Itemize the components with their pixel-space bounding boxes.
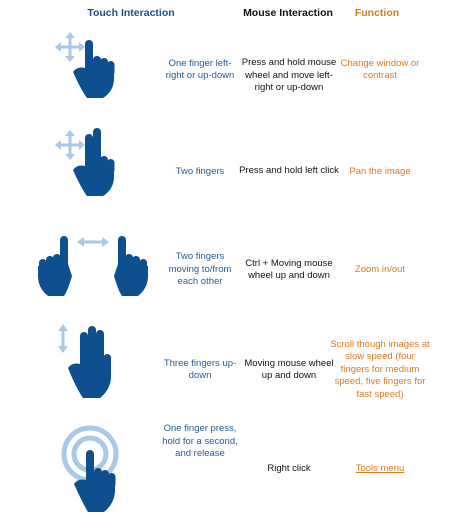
row-2-function-text: Pan the image — [349, 165, 411, 177]
pinch-zoom-icon — [34, 232, 152, 298]
row-3-mouse-text: Ctrl + Moving mouse wheel up and down — [245, 257, 333, 281]
row-1-function-text: Change window or contrast — [340, 57, 420, 81]
row-2-touch-text: Two fingers — [175, 165, 225, 177]
press-hold-icon — [60, 424, 132, 514]
row-4-mouse-text: Moving mouse wheel up and down — [244, 357, 334, 381]
row-4-function-text: Scroll though images at slow speed (four fingers for medium speed, five fingers for fast speed) — [330, 338, 430, 400]
two-finger-drag-icon — [52, 128, 124, 196]
row-5-touch-text: One finger press, hold for a second, and release — [162, 423, 238, 460]
header-function: Function — [354, 7, 400, 19]
row-5-mouse-text: Right click — [267, 462, 311, 474]
row-2-mouse-text: Press and hold left click — [239, 164, 339, 176]
row-4-touch-text: Three fingers up-down — [163, 357, 237, 381]
row-3-touch-text: Two fingers moving to/from each other — [168, 251, 232, 288]
one-finger-drag-icon — [52, 32, 124, 98]
tools-menu-link[interactable]: Tools menu — [355, 462, 405, 474]
header-mouse-interaction: Mouse Interaction — [243, 7, 333, 19]
row-1-mouse-text: Press and hold mouse wheel and move left-right or up-down — [241, 57, 337, 94]
header-touch-interaction: Touch Interaction — [87, 7, 175, 19]
row-1-touch-text: One finger left-right or up-down — [165, 57, 235, 81]
three-finger-swipe-icon — [56, 322, 122, 398]
row-3-function-text: Zoom in/out — [354, 263, 406, 275]
